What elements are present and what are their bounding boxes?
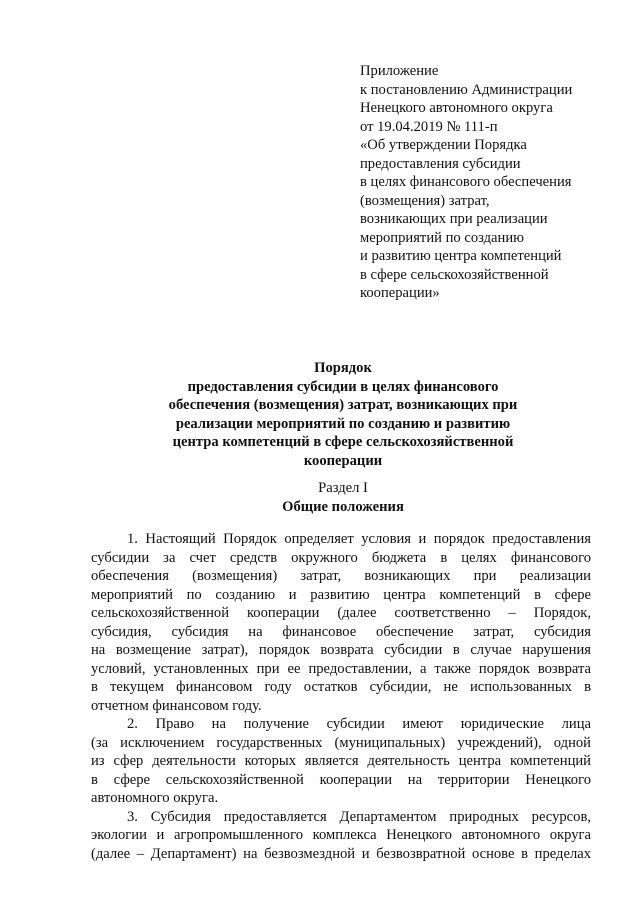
paragraph-2: [91, 715, 591, 808]
paragraph-1: [91, 530, 591, 715]
section-name: Общие положения: [282, 498, 404, 515]
appendix-line: «Об утверждении Порядка: [360, 137, 527, 153]
paragraph-line: в сфере сельскохозяйственной кооперации на территории Ненецкого: [91, 771, 591, 788]
paragraph-line: (далее – Департамент) на безвозмездной и безвозвратной основе в пределах: [91, 845, 591, 862]
paragraph-line: отчетном финансовом году.: [91, 697, 262, 714]
section-number: Раздел I: [318, 480, 368, 496]
appendix-line: кооперации»: [360, 285, 440, 301]
document-title: [92, 359, 594, 470]
paragraph-line: условий, установленных при ее предоставлении, а также порядок возврата: [91, 660, 591, 677]
section-heading: [92, 479, 594, 516]
appendix-line: и развитию центра компетенций: [360, 248, 562, 264]
appendix-line: Ненецкого автономного округа: [360, 100, 553, 116]
appendix-line: предоставления субсидии: [360, 155, 521, 172]
title-line: центра компетенций в сфере сельскохозяйственной: [172, 434, 514, 450]
paragraph-line: в текущем финансовом году остатков субсидии, не использованных в: [91, 679, 591, 695]
paragraph-line: экологии и агропромышленного комплекса Ненецкого автономного округа: [91, 827, 591, 843]
document-body: [91, 530, 591, 863]
paragraph-line: на возмещение затрат), порядок возврата субсидии в случае нарушения: [91, 642, 591, 658]
title-line: кооперации: [303, 452, 383, 469]
appendix-header: [360, 62, 620, 303]
appendix-line: в целях финансового обеспечения: [360, 174, 572, 190]
appendix-line: в сфере сельскохозяйственной: [360, 266, 549, 283]
appendix-line: к постановлению Администрации: [360, 81, 573, 98]
paragraph-line: из сфер деятельности которых является деятельность центра компетенций: [91, 753, 591, 769]
title-line: Порядок: [314, 360, 372, 376]
paragraph-line: 1. Настоящий Порядок определяет условия и порядок предоставления: [127, 531, 591, 547]
appendix-line: (возмещения) затрат,: [360, 192, 490, 209]
appendix-line: от 19.04.2019 № 111-п: [360, 118, 498, 135]
paragraph-line: обеспечения (возмещения) затрат, возникающих при реализации: [91, 568, 591, 584]
title-line: реализации мероприятий по созданию и развитию: [175, 415, 511, 432]
paragraph-line: 3. Субсидия предоставляется Департаментом природных ресурсов,: [127, 808, 591, 825]
paragraph-line: мероприятий по созданию и развитию центра компетенций в сфере: [91, 586, 591, 603]
paragraph-line: сельскохозяйственной кооперации (далее соответственно – Порядок,: [91, 605, 591, 621]
title-line: предоставления субсидии в целях финансового: [187, 378, 499, 395]
title-line: обеспечения (возмещения) затрат, возникающих при: [168, 397, 518, 413]
paragraph-line: субсидии за счет средств окружного бюджета в целях финансового: [91, 549, 591, 566]
paragraph-line: 2. Право на получение субсидии имеют юридические лица: [127, 716, 591, 732]
appendix-line: Приложение: [360, 63, 439, 79]
appendix-line: мероприятий по созданию: [360, 229, 525, 246]
paragraph-line: (за исключением государственных (муниципальных) учреждений), одной: [91, 734, 591, 751]
paragraph-line: субсидия, субсидия на финансовое обеспечение затрат, субсидия: [91, 623, 591, 640]
paragraph-line: автономного округа.: [91, 790, 219, 806]
paragraph-3: [91, 808, 591, 864]
appendix-line: возникающих при реализации: [360, 211, 548, 227]
